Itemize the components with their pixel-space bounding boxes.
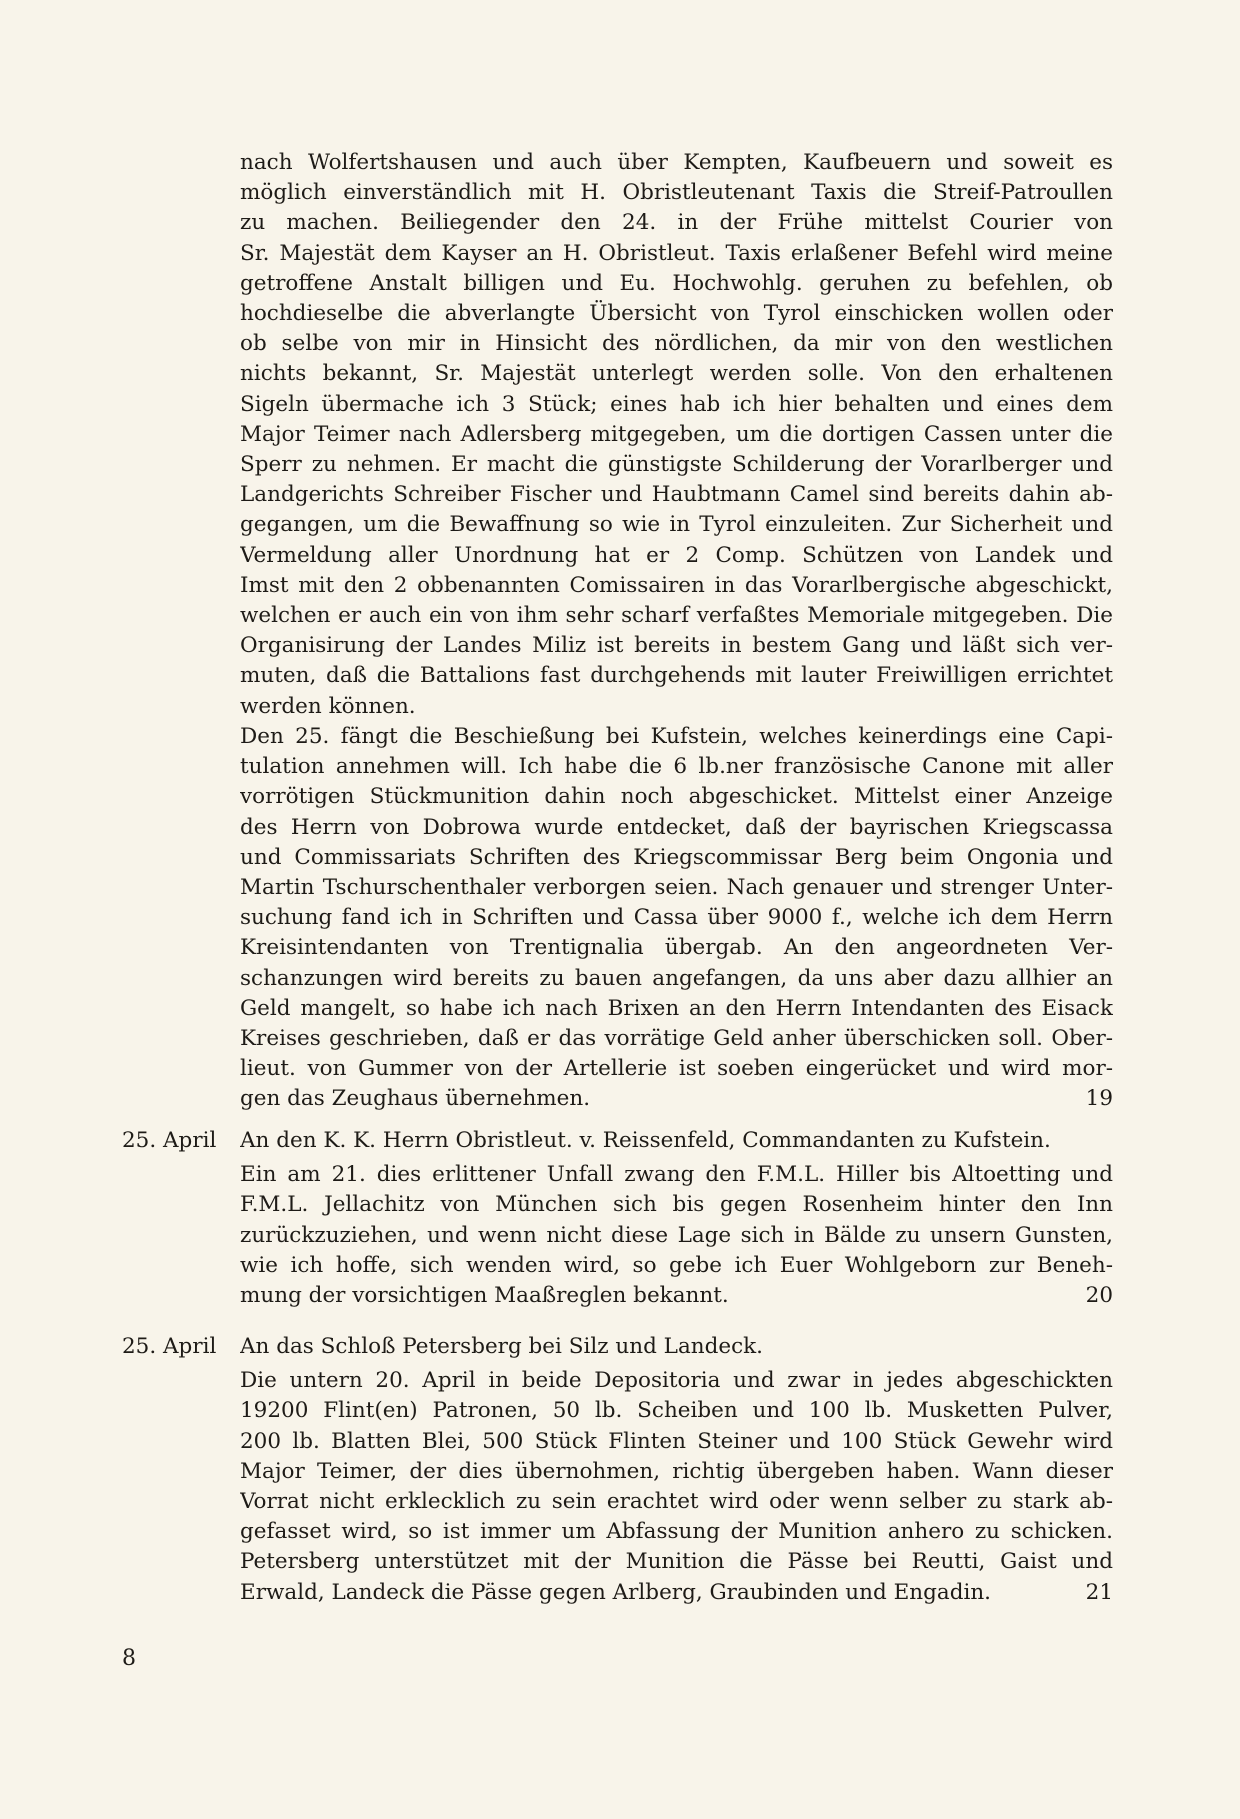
text-line: 19200 Flint(en) Patronen, 50 lb. Scheiben und 100 lb. Musketten Pulver, bbox=[240, 1398, 1113, 1424]
entry-heading: An den K. K. Herrn Obristleut. v. Reissenfeld, Commandanten zu Kufstein. bbox=[240, 1128, 1051, 1153]
text-line: Major Teimer nach Adlersberg mitgegeben, um die dortigen Cassen unter die bbox=[240, 421, 1113, 447]
text-line-end-text: Erwald, Landeck die Pässe gegen Arlberg, Graubinden und Engadin. bbox=[240, 1579, 992, 1605]
text-line: Sigeln übermache ich 3 Stück; eines hab ich hier behalten und eines dem bbox=[240, 391, 1113, 417]
entry-21 bbox=[240, 1332, 1113, 1608]
text-line: ob selbe von mir in Hinsicht des nördlichen, da mir von den westlichen bbox=[240, 331, 1113, 357]
text-line: Petersberg unterstützet mit der Munition die Pässe bei Reutti, Gaist und bbox=[240, 1549, 1113, 1575]
text-line: wie ich hoffe, sich wenden wird, so gebe ich Euer Wohlgeborn zur Beneh- bbox=[240, 1252, 1113, 1278]
entry-20 bbox=[240, 1126, 1113, 1311]
text-line: Martin Tschurschenthaler verborgen seien. Nach genauer und strenger Unter- bbox=[240, 875, 1113, 901]
text-line: Major Teimer, der dies übernohmen, richtig übergeben haben. Wann dieser bbox=[240, 1458, 1113, 1484]
text-line: Sperr zu nehmen. Er macht die günstigste Schilderung der Vorarlberger und bbox=[240, 452, 1113, 478]
text-line: nach Wolfertshausen und auch über Kempten, Kaufbeuern und soweit es bbox=[240, 150, 1113, 175]
text-line: Vermeldung aller Unordnung hat er 2 Comp. Schützen von Landek und bbox=[240, 542, 1113, 568]
text-line: Organisirung der Landes Miliz ist bereits in bestem Gang und läßt sich ver- bbox=[240, 633, 1113, 659]
text-line: Die untern 20. April in beide Depositoria und zwar in jedes abgeschickten bbox=[240, 1368, 1113, 1394]
text-line: Vorrat nicht erklecklich zu sein erachtet wird oder wenn selber zu stark ab- bbox=[240, 1489, 1113, 1515]
text-line: lieut. von Gummer von der Artellerie ist soeben eingerücket und wird mor- bbox=[240, 1056, 1113, 1082]
text-line-end bbox=[240, 1281, 1113, 1311]
text-line: Den 25. fängt die Beschießung bei Kufstein, welches keinerdings eine Capi- bbox=[240, 724, 1113, 749]
entry-date: 25. April bbox=[122, 1128, 217, 1153]
text-line: suchung fand ich in Schriften und Cassa über 9000 f., welche ich dem Herrn bbox=[240, 905, 1113, 931]
text-line: Sr. Majestät dem Kayser an H. Obristleut. Taxis erlaßener Befehl wird meine bbox=[240, 240, 1113, 266]
text-line: möglich einverständlich mit H. Obristleutenant Taxis die Streif-Patroullen bbox=[240, 180, 1113, 206]
entry-number: 19 bbox=[1085, 1086, 1113, 1112]
text-line: muten, daß die Battalions fast durchgehends mit lauter Freiwilligen errichtet bbox=[240, 663, 1113, 689]
entry-heading: An das Schloß Petersberg bei Silz und Landeck. bbox=[240, 1334, 764, 1359]
text-line: des Herrn von Dobrowa wurde entdecket, daß der bayrischen Kriegscassa bbox=[240, 814, 1113, 840]
text-line: vorrötigen Stückmunition dahin noch abgeschicket. Mittelst einer Anzeige bbox=[240, 784, 1113, 810]
text-line-end bbox=[240, 1578, 1113, 1608]
text-line: zu machen. Beiliegender den 24. in der Frühe mittelst Courier von bbox=[240, 210, 1113, 236]
entry-number: 20 bbox=[1085, 1283, 1113, 1309]
text-line: tulation annehmen will. Ich habe die 6 lb.ner französische Canone mit aller bbox=[240, 754, 1113, 780]
text-line: Ein am 21. dies erlittener Unfall zwang den F.M.L. Hiller bis Altoetting und bbox=[240, 1162, 1113, 1188]
entry-number: 21 bbox=[1085, 1579, 1113, 1605]
text-line: Imst mit den 2 obbenannten Comissairen in das Vorarlbergische abgeschickt, bbox=[240, 572, 1113, 598]
entry-date: 25. April bbox=[122, 1334, 217, 1359]
text-line: F.M.L. Jellachitz von München sich bis gegen Rosenheim hinter den Inn bbox=[240, 1192, 1113, 1218]
text-line: zurückzuziehen, und wenn nicht diese Lage sich in Bälde zu unsern Gunsten, bbox=[240, 1222, 1113, 1248]
text-line: und Commissariats Schriften des Kriegscommissar Berg beim Ongonia und bbox=[240, 844, 1113, 870]
text-line: gefasset wird, so ist immer um Abfassung der Munition anhero zu schicken. bbox=[240, 1519, 1113, 1545]
text-line: Kreises geschrieben, daß er das vorrätige Geld anher überschicken soll. Ober- bbox=[240, 1026, 1113, 1052]
text-line: schanzungen wird bereits zu bauen angefangen, da uns aber dazu allhier an bbox=[240, 965, 1113, 991]
text-line: Kreisintendanten von Trentignalia übergab. An den angeordneten Ver- bbox=[240, 935, 1113, 961]
text-line: getroffene Anstalt billigen und Eu. Hochwohlg. geruhen zu befehlen, ob bbox=[240, 270, 1113, 296]
page-number: 8 bbox=[122, 1646, 136, 1671]
text-line: nichts bekannt, Sr. Majestät unterlegt werden solle. Von den erhaltenen bbox=[240, 361, 1113, 387]
text-line: Geld mangelt, so habe ich nach Brixen an den Herrn Intendanten des Eisack bbox=[240, 995, 1113, 1021]
text-line-end-text: gen das Zeughaus übernehmen. bbox=[240, 1086, 591, 1112]
text-line: welchen er auch ein von ihm sehr scharf verfaßtes Memoriale mitgegeben. Die bbox=[240, 603, 1113, 629]
paragraph-continuation bbox=[240, 148, 1113, 722]
text-line: Landgerichts Schreiber Fischer und Haubtmann Camel sind bereits dahin ab- bbox=[240, 482, 1113, 508]
text-line: 200 lb. Blatten Blei, 500 Stück Flinten Steiner und 100 Stück Gewehr wird bbox=[240, 1428, 1113, 1454]
text-line-end bbox=[240, 1084, 1113, 1114]
paragraph-entry-19 bbox=[240, 722, 1113, 1115]
text-line: gegangen, um die Bewaffnung so wie in Tyrol einzuleiten. Zur Sicherheit und bbox=[240, 512, 1113, 538]
text-line: hochdieselbe die abverlangte Übersicht von Tyrol einschicken wollen oder bbox=[240, 301, 1113, 327]
text-line-end-text: mung der vorsichtigen Maaßreglen bekannt. bbox=[240, 1283, 729, 1309]
text-line-end: werden können. bbox=[240, 693, 416, 719]
